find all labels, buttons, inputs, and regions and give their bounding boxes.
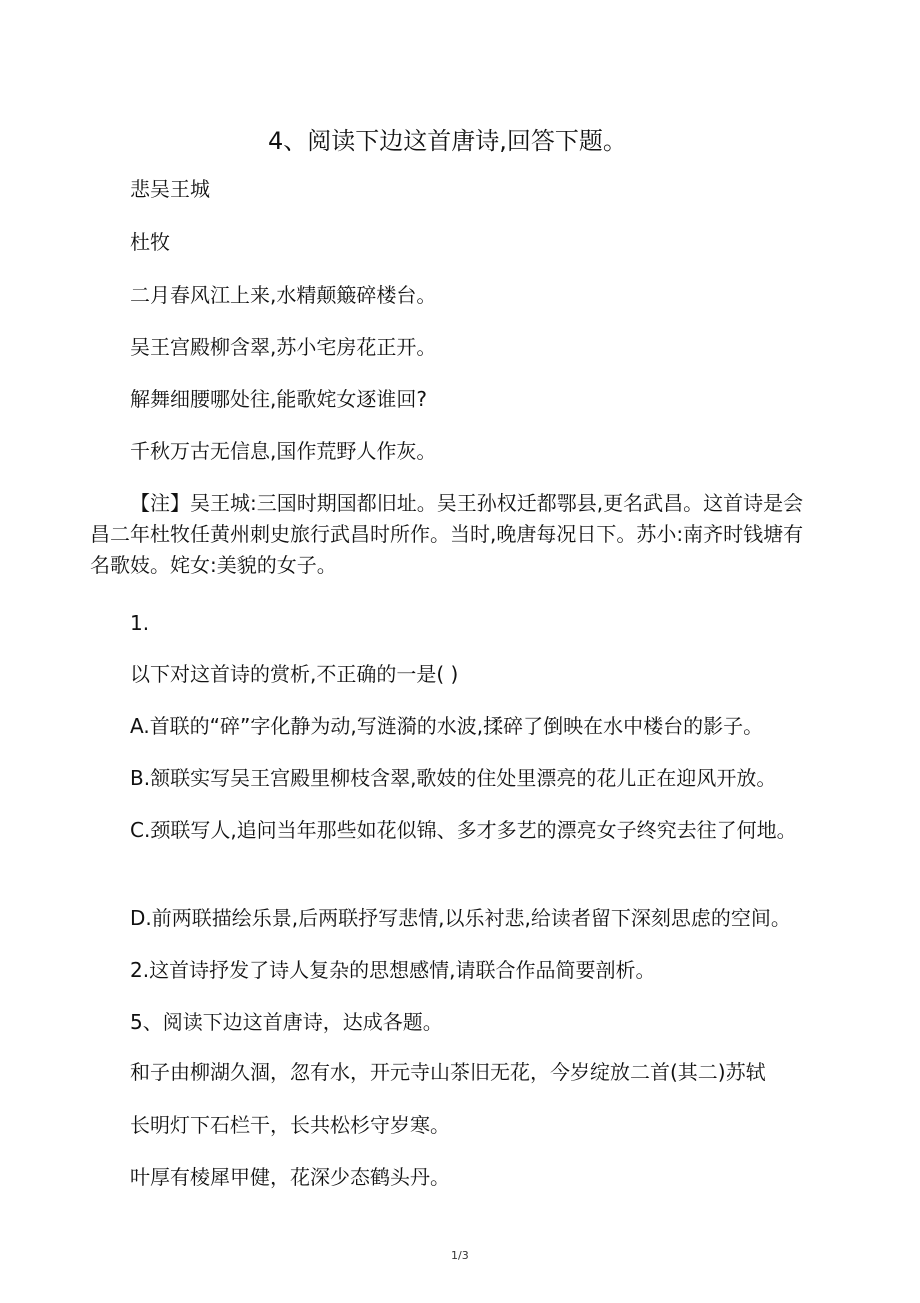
poem-line-1: 二月春风江上来,水精颠簸碎楼台。 — [130, 283, 437, 307]
option-a: A.首联的“碎”字化静为动,写涟漪的水波,揉碎了倒映在水中楼台的影子。 — [130, 714, 764, 738]
option-b: B.颔联实写吴王宫殿里柳枝含翠,歌妓的住处里漂亮的花儿正在迎风开放。 — [130, 766, 777, 790]
question-2: 2.这首诗抒发了诗人复杂的思想感情,请联合作品简要剖析。 — [130, 958, 656, 982]
page-title: 4、阅读下边这首唐诗,回答下题。 — [268, 127, 627, 155]
annotation-note: 【注】吴王城:三国时期国都旧址。吴王孙权迁都鄂县,更名武昌。这首诗是会昌二年杜牧任黄州刺史旅行武昌时所作。当时,晚唐每况日下。苏小:南齐时钱塘有名歌妓。姹女:美貌的女子。 — [90, 491, 804, 577]
poem-line-3: 解舞细腰哪处往,能歌姹女逐谁回? — [130, 387, 427, 411]
section-5-title: 5、阅读下边这首唐诗，达成各题。 — [130, 1010, 443, 1034]
question-1-stem: 以下对这首诗的赏析,不正确的一是( ) — [130, 662, 459, 686]
section-5-line-2: 叶厚有棱犀甲健，花深少态鹤头丹。 — [130, 1165, 450, 1189]
poem-line-2: 吴王宫殿柳含翠,苏小宅房花正开。 — [130, 335, 437, 359]
poem-author: 杜牧 — [130, 230, 170, 254]
question-1-number: 1. — [130, 611, 150, 635]
poem-title: 悲吴王城 — [130, 177, 210, 201]
option-d: D.前两联描绘乐景,后两联抒写悲情,以乐衬悲,给读者留下深刻思虑的空间。 — [130, 906, 791, 930]
page-number: 1/3 — [451, 1249, 469, 1262]
poem-line-4: 千秋万古无信息,国作荒野人作灰。 — [130, 439, 437, 463]
section-5-line-1: 长明灯下石栏干，长共松杉守岁寒。 — [130, 1113, 450, 1137]
option-c: C.颈联写人,追问当年那些如花似锦、多才多艺的漂亮女子终究去往了何地。 — [130, 818, 797, 842]
section-5-poem-title: 和子由柳湖久涸，忽有水，开元寺山茶旧无花，今岁绽放二首(其二)苏轼 — [130, 1060, 766, 1084]
